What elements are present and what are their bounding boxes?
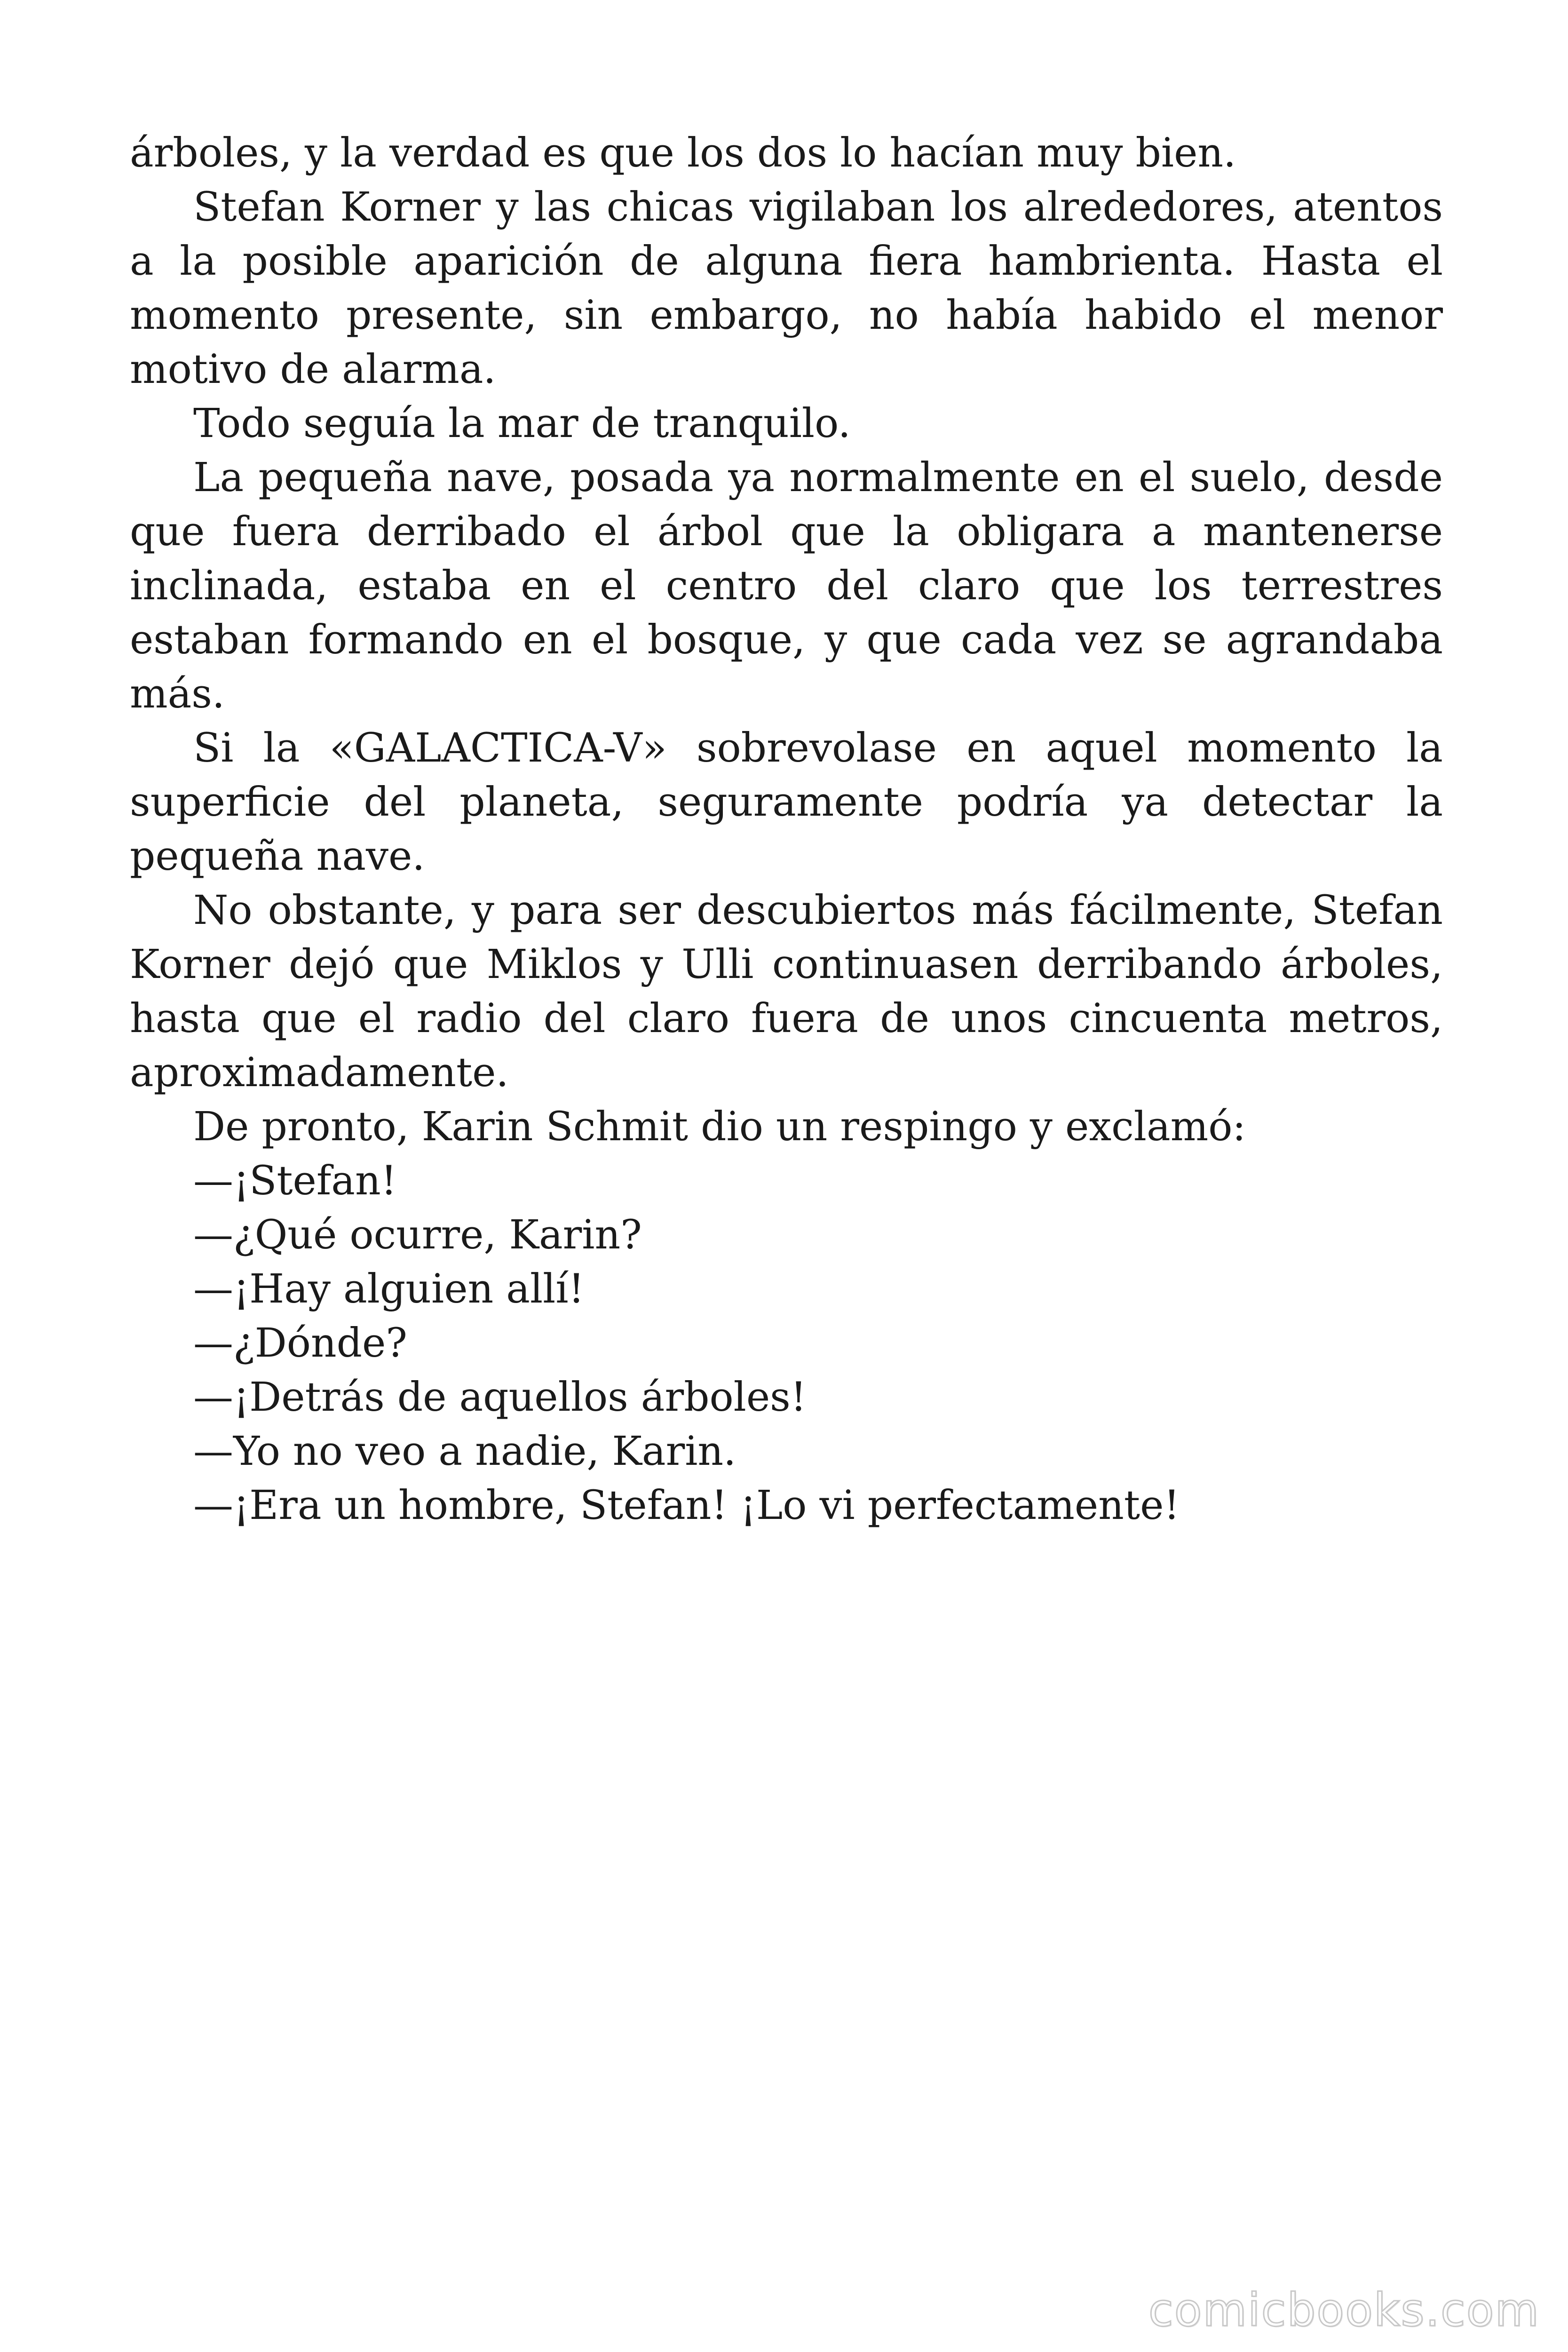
paragraph-4: La pequeña nave, posada ya normalmente en el suelo, desde que fuera derribado el árbol que la obligara a mantenerse inclinada, estaba en el centro del claro que los terrestres estaban formando en el bosque, y que cada vez se agrandaba más. xyxy=(130,454,1443,717)
paragraph-6: No obstante, y para ser descubiertos más fácilmente, Stefan Korner dejó que Miklos y Ulli continuasen derribando árboles, hasta que el radio del claro fuera de unos cincuenta metros, aproximadamente. xyxy=(130,887,1443,1096)
watermark: comicbooks.com xyxy=(1148,2284,1540,2336)
dialogue-line-4: —¿Dónde? xyxy=(193,1320,407,1367)
paragraph-5: Si la «GALACTICA-V» sobrevolase en aquel momento la superficie del planeta, seguramente podría ya detectar la pequeña nave. xyxy=(130,725,1443,880)
page-text xyxy=(130,126,1443,1533)
paragraph-3: Todo seguía la mar de tranquilo. xyxy=(193,400,851,447)
paragraph-2: Stefan Korner y las chicas vigilaban los alrededores, atentos a la posible aparición de alguna fiera hambrienta. Hasta el momento presente, sin embargo, no había habido el menor motivo de alarma. xyxy=(130,184,1443,393)
dialogue-line-1: —¡Stefan! xyxy=(193,1158,397,1204)
dialogue-line-6: —Yo no veo a nadie, Karin. xyxy=(193,1428,736,1475)
dialogue-line-3: —¡Hay alguien allí! xyxy=(193,1266,585,1312)
paragraph-1: árboles, y la verdad es que los dos lo hacían muy bien. xyxy=(130,130,1236,176)
dialogue-line-5: —¡Detrás de aquellos árboles! xyxy=(193,1374,807,1421)
dialogue-line-7: —¡Era un hombre, Stefan! ¡Lo vi perfectamente! xyxy=(193,1482,1180,1529)
dialogue-line-2: —¿Qué ocurre, Karin? xyxy=(193,1212,642,1258)
paragraph-7: De pronto, Karin Schmit dio un respingo y exclamó: xyxy=(193,1104,1246,1150)
